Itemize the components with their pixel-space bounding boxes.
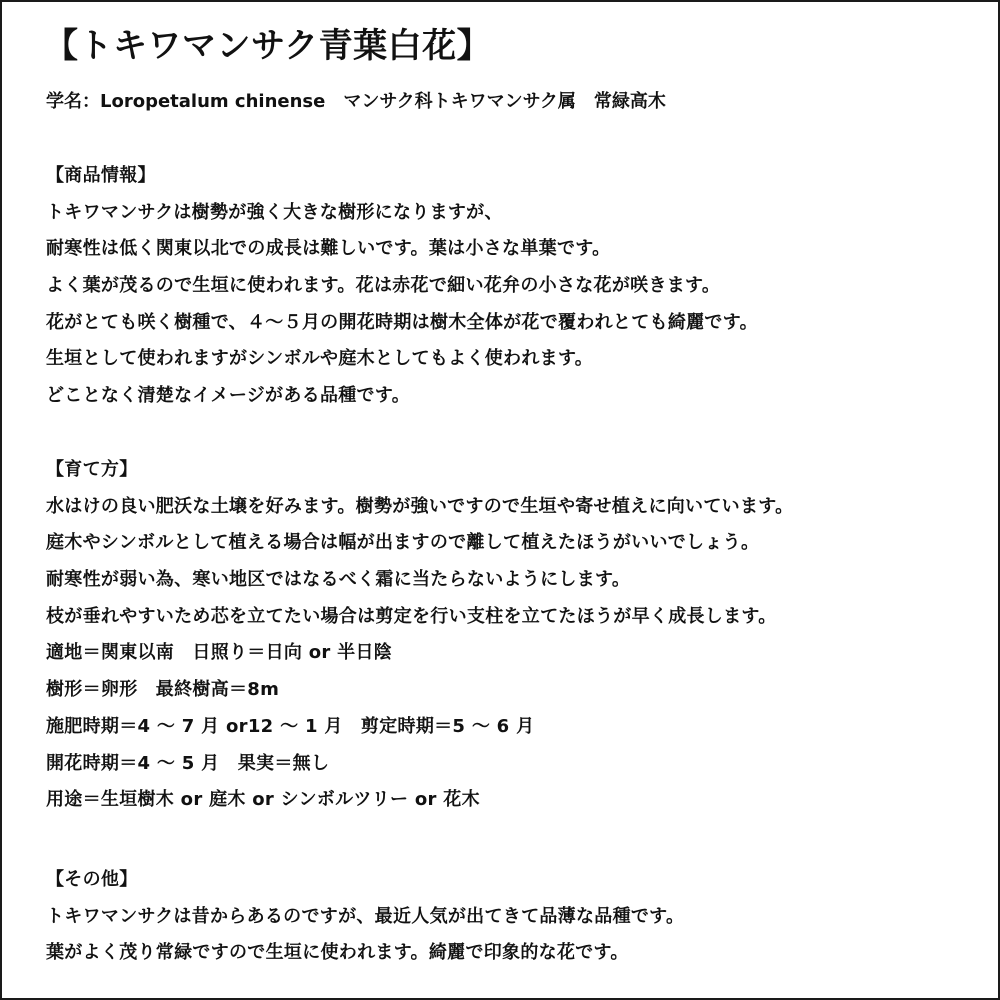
care-heading: 【育て方】 [46,459,138,480]
flowering-fruit-line: 開花時期＝4 ～ 5 月 果実＝無し [46,752,330,774]
other-line: 葉がよく茂り常緑ですので生垣に使われます。綺麗で印象的な花です。 [46,942,629,964]
product-info-line: 生垣として使われますがシンボルや庭木としてもよく使われます。 [46,348,594,370]
scientific-name-line: 学名：Loropetalum chinense マンサク科トキワマンサク属 常緑高木 [46,91,666,112]
product-info-line: どことなく清楚なイメージがある品種です。 [46,385,411,407]
care-line: 水はけの良い肥沃な土壌を好みます。樹勢が強いですので生垣や寄せ植えに向いています。 [46,495,794,517]
product-info-section [46,158,976,415]
product-info-line: トキワマンサクは樹勢が強く大きな樹形になりますが、 [46,201,503,223]
suitable-region-line: 適地＝関東以南 日照り＝日向 or 半日陰 [46,642,393,664]
care-section [46,452,976,819]
other-heading: 【その他】 [46,869,138,890]
product-title: 【トキワマンサク青葉白花】 [44,26,492,66]
product-info-line: 耐寒性は低く関東以北での成長は難しいです。葉は小さな単葉です。 [46,238,611,260]
care-line: 枝が垂れやすいため芯を立てたい場合は剪定を行い支柱を立てたほうが早く成長します。 [46,605,777,627]
product-info-line: 花がとても咲く樹種で、４～５月の開花時期は樹木全体が花で覆われとても綺麗です。 [46,311,758,333]
product-info-heading: 【商品情報】 [46,165,156,186]
care-line: 庭木やシンボルとして植える場合は幅が出ますので離して植えたほうがいいでしょう。 [46,532,760,554]
other-section [46,862,976,972]
other-line: トキワマンサクは昔からあるのですが、最近人気が出てきて品薄な品種です。 [46,905,685,927]
tree-shape-line: 樹形＝卵形 最終樹高＝8m [46,679,280,701]
uses-line: 用途＝生垣樹木 or 庭木 or シンボルツリー or 花木 [46,789,480,811]
care-line: 耐寒性が弱い為、寒い地区ではなるべく霜に当たらないようにします。 [46,569,631,591]
fertilize-prune-line: 施肥時期＝4 ～ 7 月 or12 ～ 1 月 剪定時期＝5 ～ 6 月 [46,715,535,737]
product-info-line: よく葉が茂るので生垣に使われます。花は赤花で細い花弁の小さな花が咲きます。 [46,275,721,297]
